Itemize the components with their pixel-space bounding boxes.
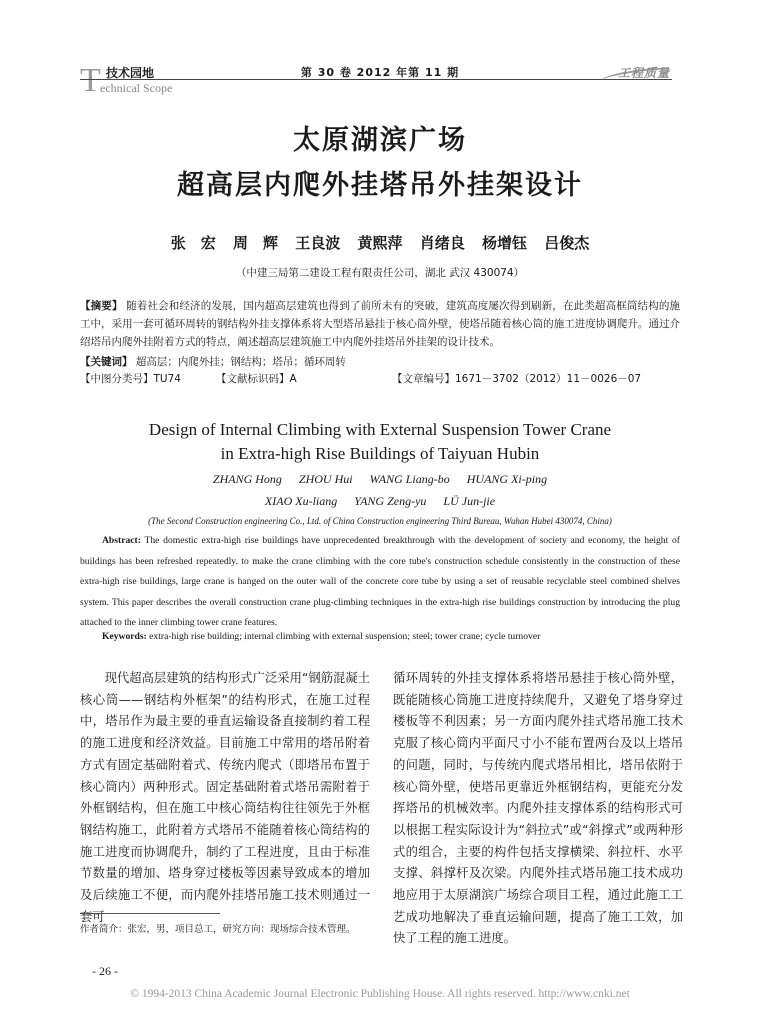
header-column-en: echnical Scope: [100, 81, 173, 95]
author-footnote: 作者简介：张宏，男，项目总工，研究方向：现场综合技术管理。: [80, 924, 356, 935]
keywords-en-text: extra-high rise building; internal climbing with external suspension; steel; tower crane; cycle turnover: [149, 631, 541, 642]
brand-text: 工程质量: [618, 66, 671, 80]
article-number: 【文章编号】1671－3702（2012）11－0026－07: [392, 373, 642, 385]
header-column-cn: 技术园地: [106, 66, 155, 80]
document-code: 【文献标识码】A: [216, 373, 297, 385]
author-en: WANG Liang-bo: [369, 472, 450, 486]
clc-number: 【中图分类号】TU74: [80, 373, 181, 385]
keywords-cn: [80, 353, 680, 371]
keywords-cn-text: 超高层；内爬外挂；钢结构；塔吊；循环周转: [135, 356, 346, 368]
affiliation-cn: （中建三局第二建设工程有限责任公司，湖北 武汉 430074）: [235, 267, 525, 279]
author-en: YANG Zeng-yu: [354, 494, 427, 508]
authors-cn: [0, 232, 760, 253]
body-column-left: 现代超高层建筑的结构形式广泛采用“钢筋混凝土核心筒——钢结构外框架”的结构形式，在施工过程中，塔吊作为最主要的垂直运输设备直接制约着工程的施工进度和经济效益。目前施工中常用的塔吊附着方式有固定基础附着式、传统内爬式（即塔吊布置于核心筒内）两种形式。固定基础附着式塔吊需附着于外框钢结构，但在施工中核心筒结构往往领先于外框钢结构施工，此附着方式塔吊不能随着核心筒结构的施工进度而协调爬升，制约了工程进度，且由于标准节数量的增加、塔身穿过楼板等因素导致成本的增加及后续施工不便，而内爬外挂塔吊施工技术则通过一套可: [80, 671, 370, 924]
abstract-en-text: The domestic extra-high rise buildings have unprecedented breakthrough with the development of society and economy, the height of buildings has been refreshed repeatedly. to make the crane climbing with the core tube's construction schedule consistently in the construction of these extra-high rise buildings, large crane is hanged on the outer wall of the concrete core tube by using a set of reusable recyclable steel combined shelves system. This paper describes the overall construction crane plug-climbing techniques in the extra-high rise buildings construction by introducing the plug attached to the inner climbing tower crane features.: [80, 535, 680, 628]
abstract-cn: [80, 297, 680, 351]
abstract-en-label: Abstract:: [102, 535, 141, 546]
author-cn: 杨增钰: [481, 234, 527, 252]
author-cn: 肖绪良: [419, 234, 465, 252]
journal-brand-logo: [602, 62, 674, 84]
author-en: XIAO Xu-liang: [264, 494, 338, 508]
page-number: - 26 -: [92, 964, 118, 978]
title-en-line-1: Design of Internal Climbing with External Suspension Tower Crane: [148, 420, 612, 439]
affiliation-en: (The Second Construction engineering Co., Ltd. of China Construction engineering Third Bureau, Wuhan Hubei 430074, China): [148, 516, 612, 526]
keywords-en-label: Keywords:: [102, 631, 147, 642]
title-cn-line-1: 太原湖滨广场: [293, 125, 467, 156]
abstract-cn-text: 随着社会和经济的发展，国内超高层建筑也得到了前所未有的突破，建筑高度屡次得到刷新，在此类超高框筒结构的施工中，采用一套可循环周转的钢结构外挂支撑体系将大型塔吊悬挂于核心筒外壁，使塔吊随着核心筒的施工进度协调爬升。通过介绍塔吊内爬外挂附着方式的特点，阐述超高层建筑施工中内爬外挂塔吊外挂架的设计技术。: [80, 300, 681, 348]
author-cn: 周 辉: [232, 234, 278, 252]
abstract-cn-label: 【摘要】: [80, 300, 123, 312]
copyright-line: © 1994-2013 China Academic Journal Electronic Publishing House. All rights reserved. http://www.cnki.net: [130, 988, 630, 1000]
header-volume: 第 30 卷 2012 年第 11 期: [300, 66, 460, 79]
author-cn: 吕俊杰: [544, 234, 590, 252]
body-column-right: 循环周转的外挂支撑体系将塔吊悬挂于核心筒外壁，既能随核心筒施工进度持续爬升，又避免了塔身穿过楼板等不利因素；另一方面内爬外挂式塔吊施工技术克服了核心筒内平面尺寸小不能布置两台及以上塔吊的问题，同时，与传统内爬式塔吊相比，塔吊依附于核心筒外壁，使塔吊更靠近外框钢结构，更能充分发挥塔吊的机械效率。内爬外挂支撑体系的结构形式可以根据工程实际设计为“斜拉式”或“斜撑式”或两种形式的组合，主要的构件包括支撑横梁、斜拉杆、水平支撑、斜撑杆及次梁。内爬外挂式塔吊施工技术成功地应用于太原湖滨广场综合项目工程，通过此施工工艺成功地解决了垂直运输问题，提高了施工工效，加快了工程的施工进度。: [393, 671, 683, 946]
author-en: HUANG Xi-ping: [466, 472, 548, 486]
author-en: LÜ Jun-jie: [443, 494, 496, 508]
author-cn: 张 宏: [170, 234, 216, 252]
header-rule: [80, 79, 672, 80]
header-logo-letter: T: [80, 62, 101, 99]
classification-row: [80, 371, 680, 389]
keywords-en: [102, 631, 540, 642]
author-cn: 黄熙萍: [357, 234, 403, 252]
title-en-line-2: in Extra-high Rise Buildings of Taiyuan Hubin: [220, 444, 540, 463]
author-cn: 王良波: [295, 234, 341, 252]
author-en: ZHANG Hong: [212, 472, 282, 486]
abstract-en: [80, 531, 680, 634]
authors-en-line-1: [0, 472, 760, 487]
author-en: ZHOU Hui: [298, 472, 353, 486]
keywords-cn-label: 【关键词】: [80, 356, 133, 368]
authors-en-line-2: [0, 494, 760, 509]
title-cn-line-2: 超高层内爬外挂塔吊外挂架设计: [177, 170, 583, 201]
footnote-rule: [80, 913, 220, 914]
